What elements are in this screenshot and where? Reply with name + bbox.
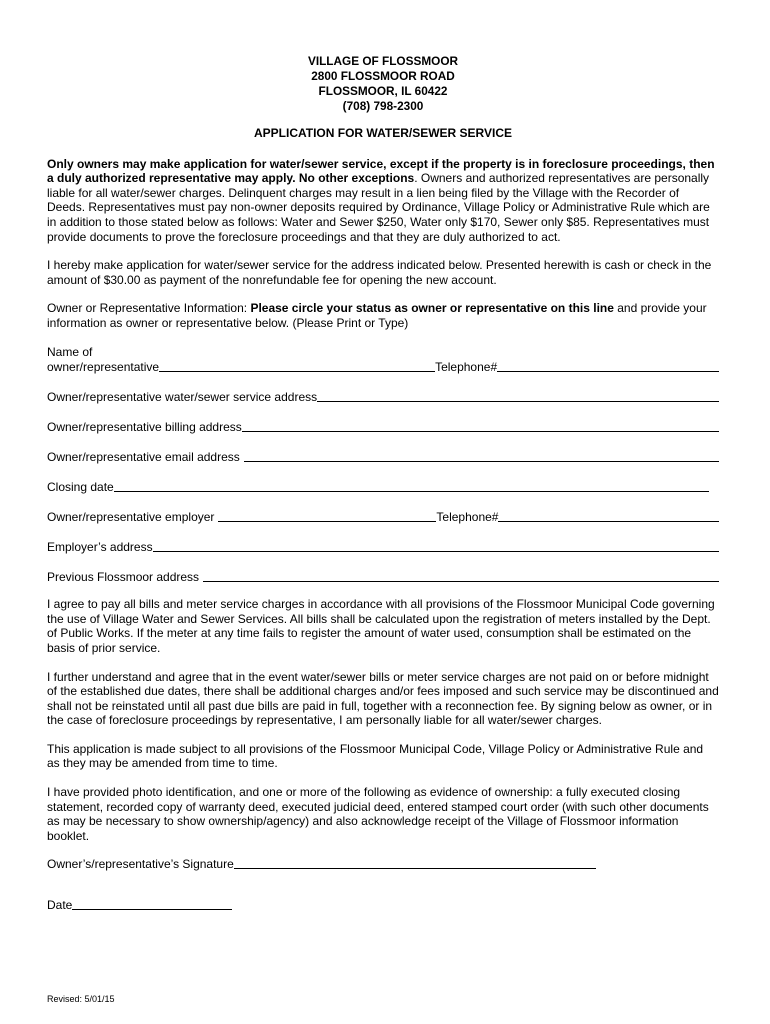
village-header — [47, 54, 719, 114]
billing-address-row — [47, 419, 719, 434]
employer-address-label: Employer’s address — [47, 539, 153, 554]
telephone-blank[interactable] — [497, 360, 719, 372]
date-row — [47, 897, 719, 912]
service-address-blank[interactable] — [317, 390, 719, 402]
signature-row — [47, 856, 719, 871]
previous-address-row — [47, 569, 719, 584]
owner-info-prefix: Owner or Representative Information: — [47, 301, 251, 316]
intro-rest-text: . Owners and authorized representatives are personally liable for all water/sewer charges. Delinquent charges may result in a lien being filed by the Village with the Recorder of Deeds. Representatives must pay non-owner deposits required by Ordinance, Village Policy or Administrative Rule which are in addition to those stated below as follows: Water and Sewer $250, Water only $170, Sewer only $85. Representatives must provide documents to prove the foreclosure proceedings and that they are duly authorized to act. — [47, 171, 710, 244]
village-street: 2800 FLOSSMOOR ROAD — [311, 69, 455, 83]
closing-date-label: Closing date — [47, 479, 114, 494]
application-form — [47, 54, 719, 912]
date-blank[interactable] — [72, 898, 232, 910]
signature-label: Owner’s/representative’s Signature — [47, 856, 234, 871]
email-address-blank[interactable] — [244, 450, 719, 462]
owner-info-paragraph — [47, 301, 719, 330]
closing-date-blank[interactable] — [114, 480, 709, 492]
revised-note: Revised: 5/01/15 — [47, 994, 115, 1004]
employer-address-blank[interactable] — [153, 540, 719, 552]
employer-blank[interactable] — [218, 510, 436, 522]
name-row — [47, 359, 719, 374]
employer-row — [47, 509, 719, 524]
date-label: Date — [47, 897, 73, 912]
owner-info-bold: Please circle your status as owner or representative on this line — [250, 301, 614, 316]
form-title: APPLICATION FOR WATER/SEWER SERVICE — [253, 126, 513, 140]
employer-address-row — [47, 539, 719, 554]
closing-date-row — [47, 479, 719, 494]
further-paragraph: I further understand and agree that in the event water/sewer bills or meter service charges are not paid on or before midnight of the established due dates, there shall be additional charges and/or fees imposed and such service may be discontinued and shall not be reinstated until all past due bills are paid in full, together with a reconnection fee. By signing below as owner, or in the case of foreclosure proceedings by representative, I am personally liable for all water/sewer charges. — [47, 669, 719, 728]
subject-paragraph: This application is made subject to all provisions of the Flossmoor Municipal Code, Village Policy or Administrative Rule and as they may be amended from time to time. — [47, 741, 704, 771]
name-field — [47, 345, 719, 375]
previous-address-blank[interactable] — [203, 570, 719, 582]
email-address-row — [47, 449, 719, 464]
name-label-line1: Name of — [47, 344, 93, 359]
village-city: FLOSSMOOR, IL 60422 — [318, 84, 448, 98]
identification-paragraph: I have provided photo identification, and one or more of the following as evidence of ownership: a fully executed closing statement, recorded copy of warranty deed, executed judicial deed, entered stamped court order (with such other documents as may be necessary to show ownership/agency) and also acknowledge receipt of the Village of Flossmoor information booklet. — [47, 785, 709, 843]
agreement-paragraph: I agree to pay all bills and meter service charges in accordance with all provisions of the Flossmoor Municipal Code governing the use of Village Water and Sewer Services. All bills shall be calculated upon the registration of meters installed by the Dept. of Public Works. If the meter at any time fails to register the amount of water used, consumption shall be estimated on the basis of prior service. — [47, 597, 715, 655]
billing-address-blank[interactable] — [242, 420, 719, 432]
employer-telephone-blank[interactable] — [498, 510, 719, 522]
signature-blank[interactable] — [234, 857, 596, 869]
billing-address-label: Owner/representative billing address — [47, 419, 242, 434]
employer-label: Owner/representative employer — [47, 509, 215, 524]
employer-telephone-label: Telephone# — [436, 509, 499, 524]
name-label-line2: owner/representative — [47, 359, 160, 374]
village-phone: (708) 798-2300 — [342, 99, 424, 113]
email-address-label: Owner/representative email address — [47, 449, 240, 464]
owner-info-suffix: and provide your information as owner or representative below. (Please Print or Type) — [47, 301, 707, 330]
name-blank[interactable] — [159, 360, 435, 372]
intro-bold-text: Only owners may make application for water/sewer service, except if the property is in foreclosure proceedings, then a duly authorized representative may apply. No other exceptions — [47, 156, 715, 186]
service-address-label: Owner/representative water/sewer service address — [47, 389, 318, 404]
telephone-label: Telephone# — [435, 359, 498, 374]
previous-address-label: Previous Flossmoor address — [47, 569, 200, 584]
village-name: VILLAGE OF FLOSSMOOR — [307, 54, 459, 68]
service-address-row — [47, 389, 719, 404]
application-paragraph: I hereby make application for water/sewer service for the address indicated below. Presented herewith is cash or check in the amount of $30.00 as payment of the nonrefundable fee for opening the new account. — [47, 258, 712, 287]
intro-paragraph — [47, 157, 719, 245]
